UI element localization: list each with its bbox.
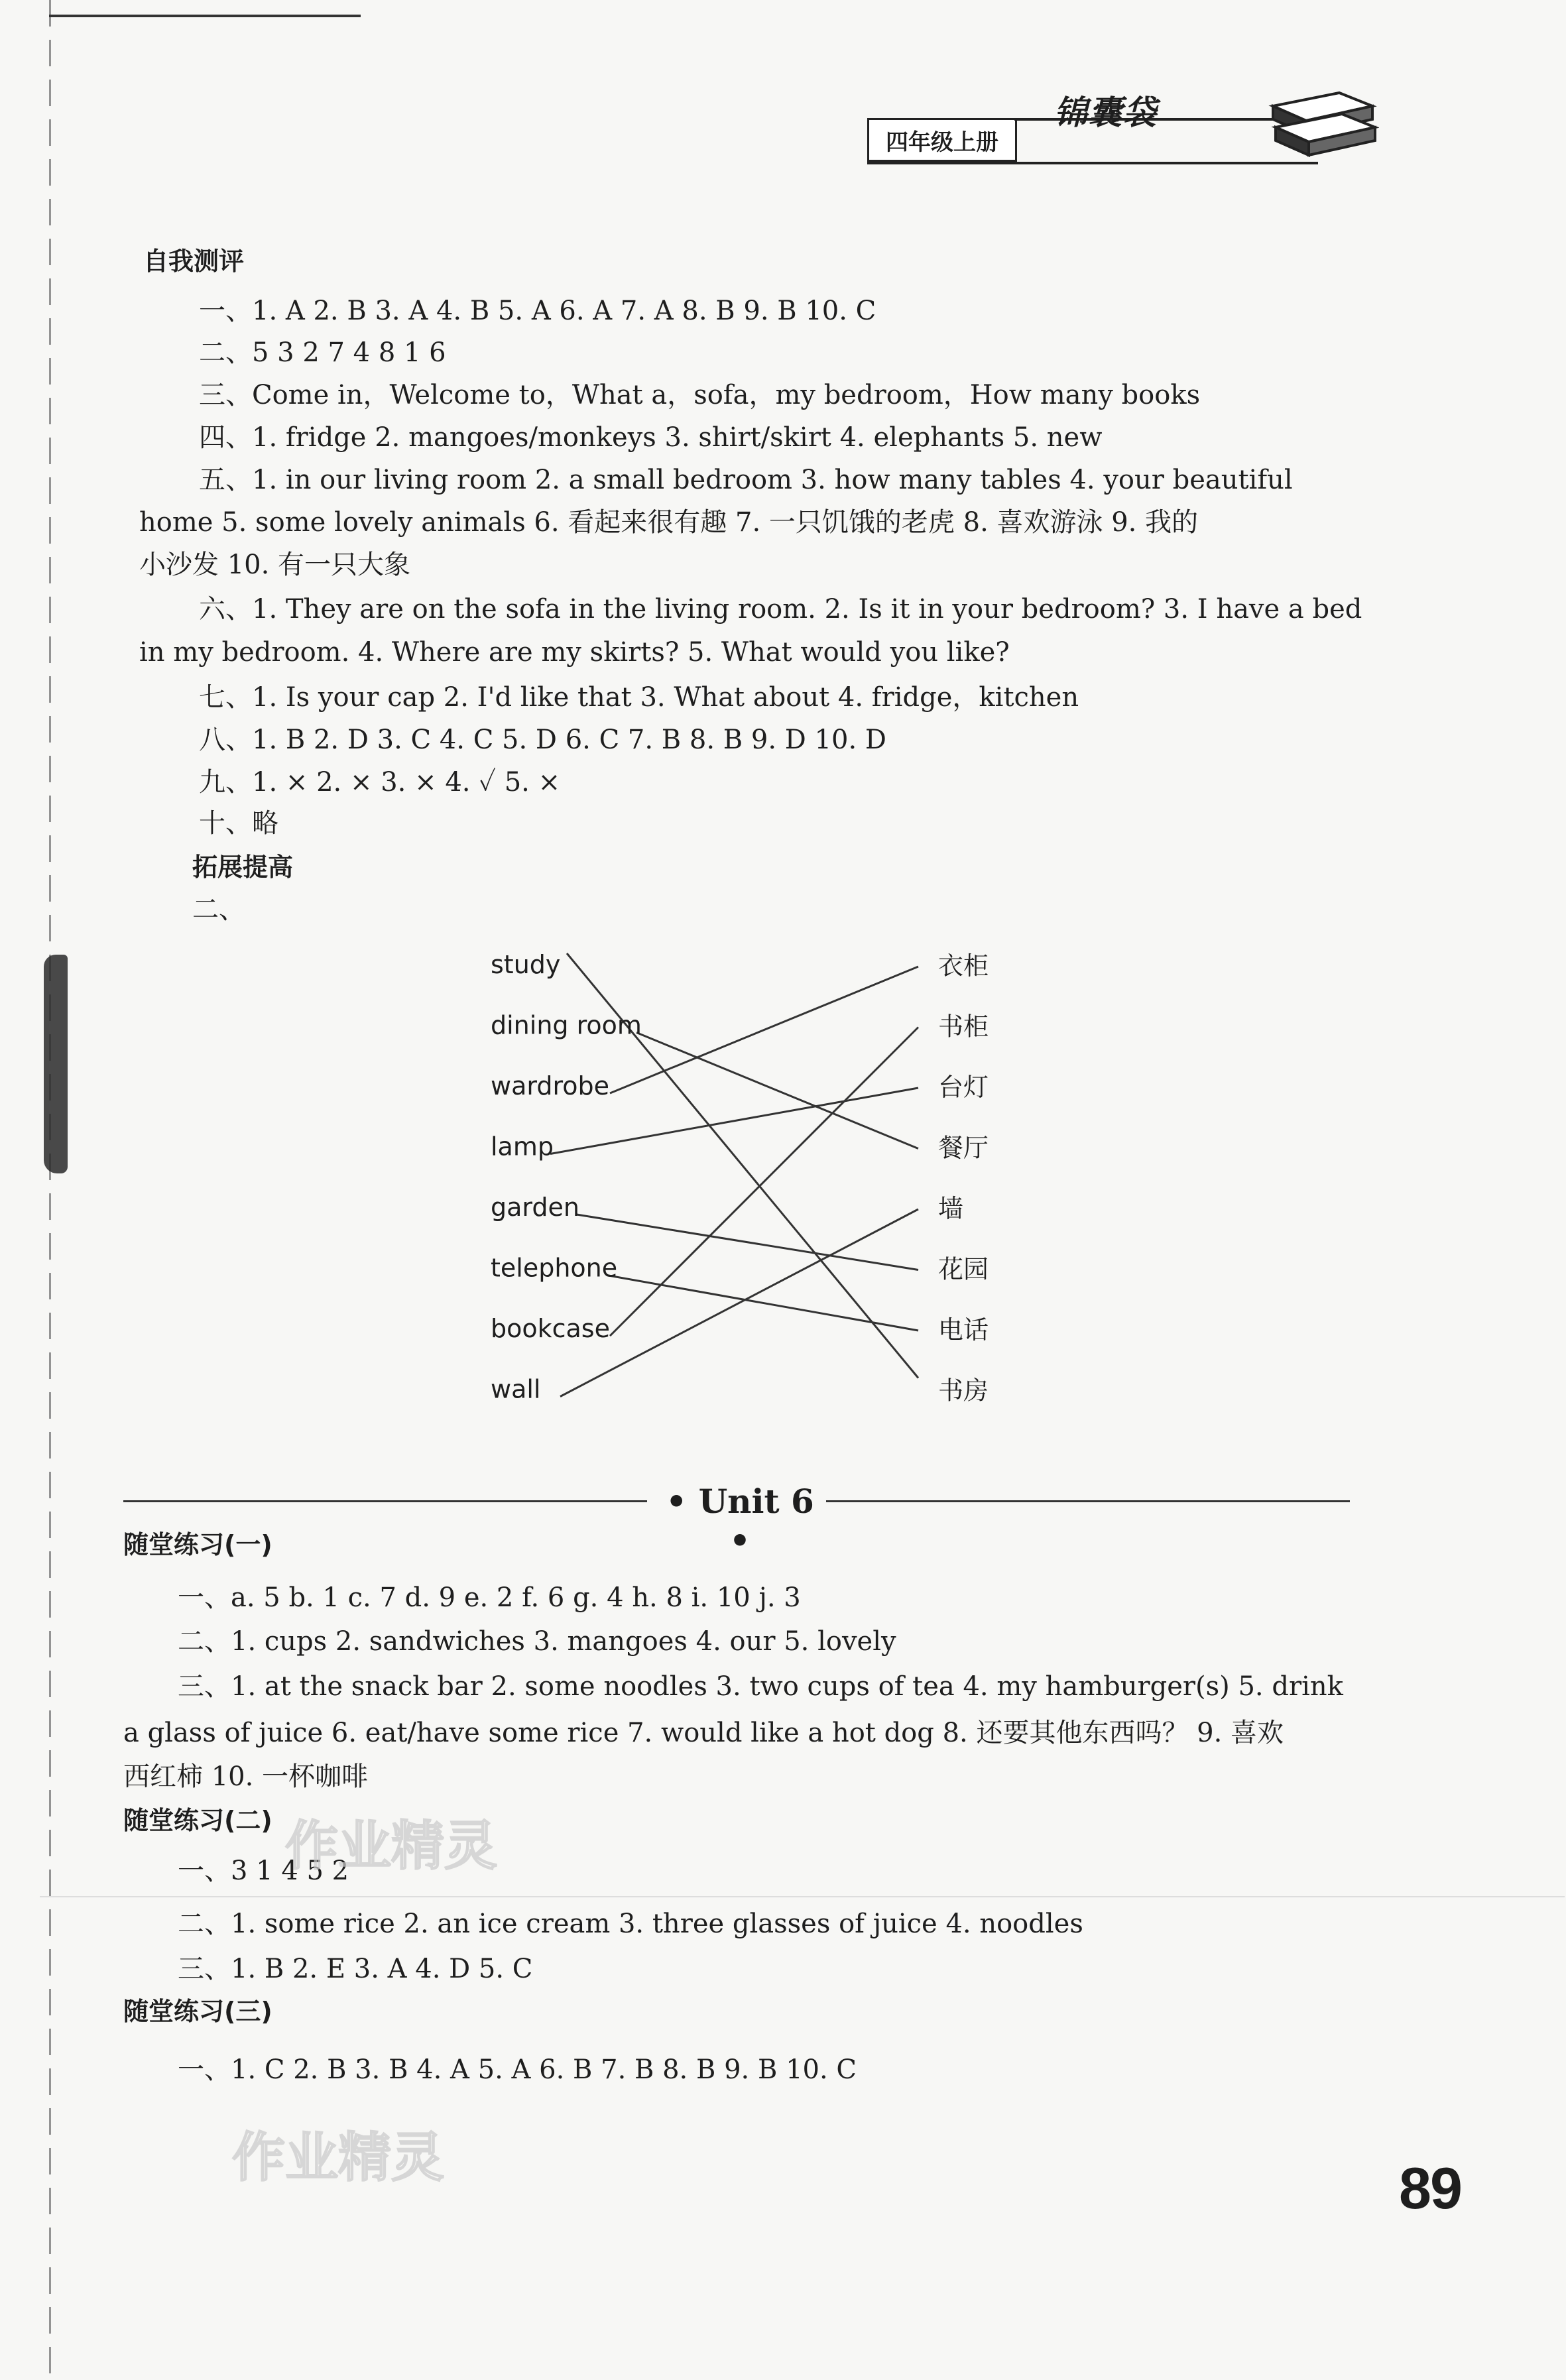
match-right-item: 餐厅 bbox=[938, 1133, 989, 1163]
match-right-item: 书房 bbox=[938, 1376, 989, 1405]
watermark: 作业精灵 bbox=[232, 2127, 444, 2188]
match-left-item: dining room bbox=[491, 1010, 642, 1040]
answer-line: 三、1. B 2. E 3. A 4. D 5. C bbox=[178, 1954, 533, 1984]
match-line bbox=[560, 1209, 918, 1397]
answer-line: 四、1. fridge 2. mangoes/monkeys 3. shirt/skirt 4. elephants 5. new bbox=[199, 422, 1103, 453]
page-number: 89 bbox=[1399, 2155, 1461, 2221]
answer-line: in my bedroom. 4. Where are my skirts? 5. What would you like? bbox=[139, 637, 1010, 668]
section-title-extension: 拓展提高 bbox=[192, 853, 294, 882]
answer-line: 二、1. some rice 2. an ice cream 3. three glasses of juice 4. noodles bbox=[178, 1909, 1083, 1939]
match-left-item: wardrobe bbox=[491, 1071, 609, 1101]
match-left-item: telephone bbox=[491, 1253, 618, 1283]
answer-line: 六、1. They are on the sofa in the living room. 2. Is it in your bedroom? 3. I have a bed bbox=[199, 594, 1362, 625]
section-title-practice-2: 随堂练习(二) bbox=[123, 1806, 272, 1835]
grade-tag: 四年级上册 bbox=[867, 118, 1017, 162]
section-title-practice-1: 随堂练习(一) bbox=[123, 1530, 272, 1559]
section-subtitle: 二、 bbox=[192, 894, 245, 925]
answer-line: a glass of juice 6. eat/have some rice 7. would like a hot dog 8. 还要其他东西吗？ 9. 喜欢 bbox=[123, 1718, 1284, 1748]
match-right-item: 墙 bbox=[938, 1194, 964, 1223]
match-right-item: 台灯 bbox=[938, 1073, 989, 1102]
section-title-practice-3: 随堂练习(三) bbox=[123, 1997, 272, 2026]
watermark: 作业精灵 bbox=[285, 1815, 497, 1877]
unit-rule-left bbox=[123, 1500, 647, 1502]
matching-diagram bbox=[464, 928, 1061, 1419]
match-right-item: 电话 bbox=[938, 1315, 989, 1344]
scan-smudge bbox=[44, 955, 68, 1173]
match-right-item: 衣柜 bbox=[938, 951, 989, 981]
match-right-item: 书柜 bbox=[938, 1012, 989, 1041]
brand-title: 锦囊袋 bbox=[1054, 93, 1158, 132]
match-left-item: wall bbox=[491, 1374, 541, 1404]
answer-line: home 5. some lovely animals 6. 看起来很有趣 7. 一只饥饿的老虎 8. 喜欢游泳 9. 我的 bbox=[139, 507, 1199, 538]
answer-line: 九、1. × 2. × 3. × 4. ✓ 5. × bbox=[199, 767, 561, 798]
page-header bbox=[855, 93, 1386, 179]
header-underline bbox=[867, 162, 1318, 164]
answer-line: 七、1. Is your cap 2. I'd like that 3. What about 4. fridge，kitchen bbox=[199, 682, 1079, 713]
answer-line: 五、1. in our living room 2. a small bedroom 3. how many tables 4. your beautiful bbox=[199, 465, 1293, 495]
answer-line: 小沙发 10. 有一只大象 bbox=[139, 550, 411, 580]
match-left-item: garden bbox=[491, 1193, 579, 1222]
answer-line: 一、1. C 2. B 3. B 4. A 5. A 6. B 7. B 8. B 9. B 10. C bbox=[178, 2054, 857, 2085]
answer-line: 二、5 3 2 7 4 8 1 6 bbox=[199, 337, 446, 368]
answer-line: 三、Come in，Welcome to，What a，sofa，my bedroom，How many books bbox=[199, 380, 1201, 410]
match-left-item: bookcase bbox=[491, 1314, 610, 1343]
answer-line: 一、1. A 2. B 3. A 4. B 5. A 6. A 7. A 8. B 9. B 10. C bbox=[199, 296, 876, 326]
answer-line: 八、1. B 2. D 3. C 4. C 5. D 6. C 7. B 8. B 9. D 10. D bbox=[199, 725, 886, 755]
match-left-item: study bbox=[491, 950, 561, 979]
unit-title-text: Unit 6 bbox=[698, 1482, 814, 1521]
answer-line: 二、1. cups 2. sandwiches 3. mangoes 4. our 5. lovely bbox=[178, 1626, 896, 1657]
books-icon bbox=[1266, 80, 1379, 166]
answer-line: 西红柿 10. 一杯咖啡 bbox=[123, 1761, 369, 1792]
section-title-self-test: 自我测评 bbox=[143, 247, 245, 276]
answer-line: 十、略 bbox=[199, 808, 278, 839]
match-left-item: lamp bbox=[491, 1132, 554, 1161]
match-right-item: 花园 bbox=[938, 1254, 989, 1284]
answer-line: 三、1. at the snack bar 2. some noodles 3. two cups of tea 4. my hamburger(s) 5. drink bbox=[178, 1671, 1343, 1702]
scan-fold-line bbox=[40, 1896, 1565, 1897]
match-line bbox=[607, 1276, 918, 1331]
unit-rule-right bbox=[826, 1500, 1350, 1502]
top-rule bbox=[49, 15, 361, 17]
answer-line: 一、a. 5 b. 1 c. 7 d. 9 e. 2 f. 6 g. 4 h. 8 i. 10 j. 3 bbox=[178, 1582, 801, 1613]
answer-line: 一、3 1 4 5 2 bbox=[178, 1856, 349, 1886]
match-line bbox=[577, 1215, 918, 1270]
page-edge bbox=[49, 0, 51, 2380]
unit-title: • Unit 6 • bbox=[666, 1482, 814, 1560]
